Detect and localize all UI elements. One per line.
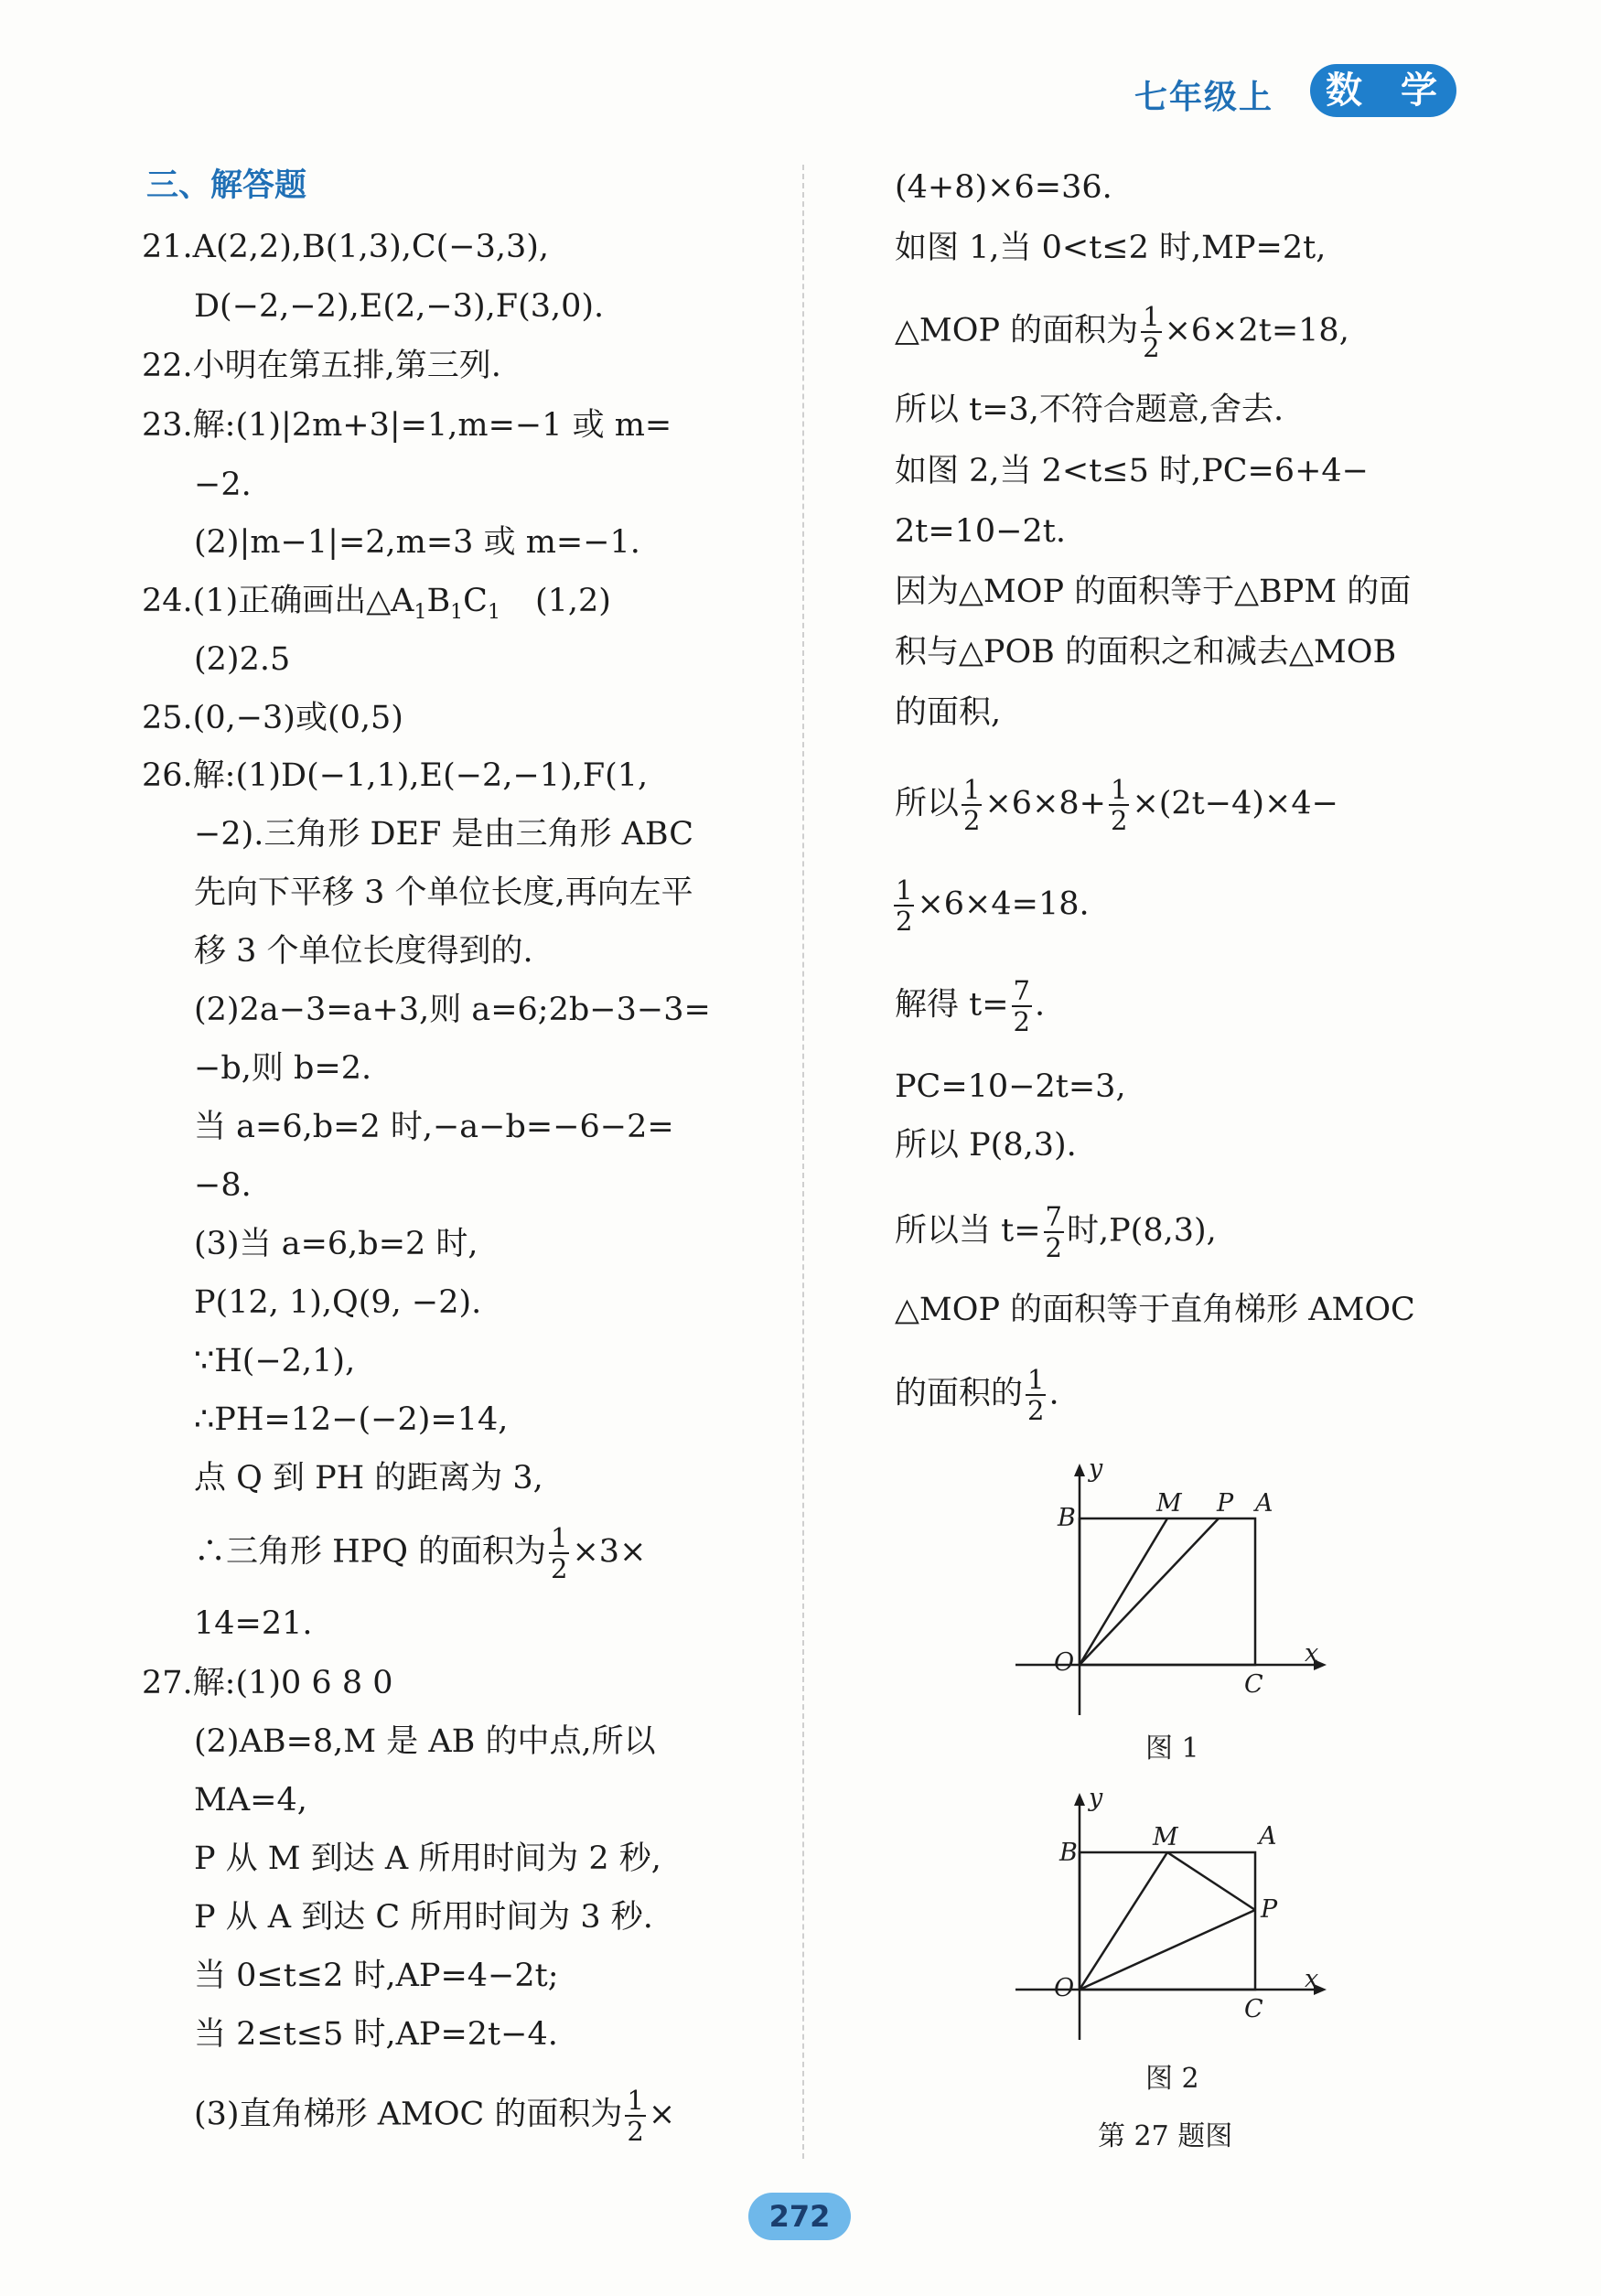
text: (1,2) — [534, 583, 611, 619]
label-C: C — [1244, 1995, 1263, 2023]
segment-OM — [1080, 1518, 1167, 1665]
text: 解得 t= — [895, 986, 1009, 1024]
subscript: 1 — [450, 601, 464, 624]
numerator: 1 — [963, 774, 981, 805]
answer-26-line9: (3)当 a=6,b=2 时, — [194, 1226, 478, 1262]
fraction — [1109, 775, 1129, 835]
text: 24.(1)正确画出△A — [142, 583, 414, 619]
answer-21-line1: 21.A(2,2),B(1,3),C(−3,3), — [142, 229, 550, 265]
text: ×3× — [572, 1533, 647, 1571]
label-y: y — [1089, 1454, 1103, 1483]
answer-26-line2: −2).三角形 DEF 是由三角形 ABC — [194, 816, 694, 853]
text: . — [1034, 986, 1046, 1024]
answer-26-line8: −8. — [194, 1167, 252, 1204]
fraction — [962, 775, 982, 835]
answer-27-line19 — [891, 875, 1090, 936]
denominator: 2 — [896, 906, 913, 937]
label-A: A — [1259, 1822, 1277, 1851]
answer-26-line12: ∴PH=12−(−2)=14, — [194, 1401, 509, 1438]
numerator: 1 — [1143, 301, 1160, 332]
figure-1-caption: 图 1 — [1145, 1733, 1199, 1765]
label-x: x — [1305, 1639, 1319, 1668]
text: × — [648, 2096, 676, 2133]
label-B: B — [1058, 1504, 1076, 1532]
text: . — [1048, 1375, 1059, 1412]
numerator: 1 — [1027, 1364, 1045, 1395]
label-A: A — [1255, 1489, 1273, 1518]
answer-23-line2: −2. — [194, 467, 252, 503]
answer-27-line12: 所以 t=3,不符合题意,舍去. — [895, 392, 1284, 428]
answer-27-line14: 2t=10−2t. — [895, 513, 1066, 550]
column-divider — [802, 165, 804, 2159]
y-axis-arrow — [1074, 1793, 1085, 1806]
answer-23-line1: 23.解:(1)|2m+3|=1,m=−1 或 m= — [142, 407, 672, 444]
denominator: 2 — [551, 1553, 568, 1584]
answer-27-line1: 27.解:(1)0 6 8 0 — [142, 1665, 393, 1701]
subscript: 1 — [487, 601, 500, 624]
figure-1-diagram — [1006, 1454, 1336, 1720]
figures-group-caption: 第 27 题图 — [1098, 2120, 1233, 2152]
fraction — [894, 875, 914, 936]
answer-27-line7: 当 2≤t≤5 时,AP=2t−4. — [194, 2016, 558, 2053]
numerator: 1 — [551, 1522, 568, 1553]
numerator: 7 — [1045, 1201, 1062, 1232]
answer-27-line21: PC=10−2t=3, — [895, 1068, 1126, 1105]
denominator: 2 — [963, 805, 981, 836]
denominator: 2 — [627, 2116, 644, 2147]
answer-27-line4: P 从 M 到达 A 所用时间为 2 秒, — [194, 1840, 661, 1877]
text: 时,P(8,3), — [1066, 1212, 1217, 1250]
answer-27-line9: (4+8)×6=36. — [895, 169, 1112, 206]
text: ×(2t−4)×4− — [1132, 785, 1338, 822]
label-B: B — [1059, 1839, 1078, 1867]
answer-27-line2: (2)AB=8,M 是 AB 的中点,所以 — [194, 1723, 656, 1760]
numerator: 1 — [1110, 774, 1128, 805]
answer-26-line3: 先向下平移 3 个单位长度,再向左平 — [194, 874, 693, 911]
text: ∴三角形 HPQ 的面积为 — [194, 1533, 547, 1571]
answer-27-line18 — [895, 775, 1338, 835]
answer-25: 25.(0,−3)或(0,5) — [142, 700, 403, 736]
answer-26-line5: (2)2a−3=a+3,则 a=6;2b−3−3= — [194, 992, 711, 1028]
answer-27-line24: △MOP 的面积等于直角梯形 AMOC — [895, 1292, 1415, 1328]
answer-27-line22: 所以 P(8,3). — [895, 1127, 1077, 1164]
answer-27-line11 — [895, 302, 1349, 362]
label-O: O — [1054, 1974, 1075, 2002]
answer-27-line10: 如图 1,当 0<t≤2 时,MP=2t, — [895, 230, 1327, 266]
answer-27-line23 — [895, 1202, 1217, 1262]
text: △MOP 的面积为 — [895, 312, 1139, 349]
text: B — [426, 583, 451, 619]
label-P: P — [1261, 1895, 1278, 1924]
fraction — [625, 2086, 645, 2146]
fraction — [1044, 1202, 1064, 1262]
text: ×6×4=18. — [917, 885, 1090, 923]
text: 所以 — [895, 785, 960, 822]
rectangle-BACO — [1080, 1518, 1255, 1665]
subscript: 1 — [414, 601, 427, 624]
answer-27-line3: MA=4, — [194, 1782, 307, 1819]
fraction — [1141, 302, 1161, 362]
answer-24-part2: (2)2.5 — [194, 641, 291, 678]
text: ×6×8+ — [984, 785, 1106, 822]
y-axis-arrow — [1074, 1464, 1085, 1476]
text: ×6×2t=18, — [1164, 312, 1349, 349]
text: C — [463, 583, 488, 619]
answer-27-line8 — [194, 2086, 675, 2146]
answer-26-line15: 14=21. — [194, 1605, 313, 1642]
segment-OP — [1080, 1518, 1219, 1665]
denominator: 2 — [1045, 1232, 1062, 1263]
label-C: C — [1244, 1670, 1263, 1699]
denominator: 2 — [1143, 332, 1160, 363]
answer-27-line15: 因为△MOP 的面积等于△BPM 的面 — [895, 574, 1412, 610]
figure-2-caption: 图 2 — [1145, 2063, 1199, 2095]
label-M: M — [1156, 1489, 1182, 1518]
answer-27-line25 — [895, 1365, 1059, 1425]
label-M: M — [1153, 1823, 1178, 1851]
answer-27-line13: 如图 2,当 2<t≤5 时,PC=6+4− — [895, 453, 1369, 489]
segment-MP — [1167, 1852, 1255, 1910]
fraction — [549, 1523, 569, 1583]
answer-26-line4: 移 3 个单位长度得到的. — [194, 933, 533, 970]
section-title: 三、解答题 — [146, 167, 307, 204]
answer-26-line7: 当 a=6,b=2 时,−a−b=−6−2= — [194, 1109, 674, 1145]
figure-2-diagram — [1006, 1784, 1336, 2049]
text: (3)直角梯形 AMOC 的面积为 — [194, 2096, 623, 2133]
answer-23-part2: (2)|m−1|=2,m=3 或 m=−1. — [194, 524, 640, 561]
denominator: 2 — [1110, 805, 1128, 836]
answer-27-line6: 当 0≤t≤2 时,AP=4−2t; — [194, 1958, 559, 1994]
page-number: 272 — [748, 2193, 851, 2240]
label-P: P — [1217, 1489, 1234, 1518]
numerator: 7 — [1013, 975, 1030, 1006]
answer-26-line6: −b,则 b=2. — [194, 1050, 372, 1087]
header-subject-badge: 数 学 — [1310, 64, 1456, 117]
answer-26-line1: 26.解:(1)D(−1,1),E(−2,−1),F(1, — [142, 757, 649, 794]
numerator: 1 — [627, 2085, 644, 2116]
text: 的面积的 — [895, 1375, 1024, 1412]
fraction — [1012, 976, 1032, 1036]
label-x: x — [1305, 1965, 1319, 1993]
answer-26-line14 — [194, 1523, 646, 1583]
answer-26-line10: P(12, 1),Q(9, −2). — [194, 1284, 482, 1321]
answer-24-part1 — [142, 578, 611, 636]
answer-26-line11: ∵H(−2,1), — [194, 1343, 356, 1379]
numerator: 1 — [896, 874, 913, 906]
answer-27-line5: P 从 A 到达 C 所用时间为 3 秒. — [194, 1899, 653, 1936]
header-grade: 七年级上 — [1134, 78, 1274, 116]
answer-27-line20 — [895, 976, 1045, 1036]
text: 所以当 t= — [895, 1212, 1041, 1250]
answer-27-line17: 的面积, — [895, 694, 1002, 731]
label-O: O — [1054, 1648, 1075, 1677]
denominator: 2 — [1027, 1395, 1045, 1426]
answer-27-line16: 积与△POB 的面积之和减去△MOB — [895, 634, 1397, 671]
answer-21-line2: D(−2,−2),E(2,−3),F(3,0). — [194, 288, 605, 325]
fraction — [1026, 1365, 1046, 1425]
label-y: y — [1089, 1784, 1103, 1812]
denominator: 2 — [1013, 1006, 1030, 1037]
answer-26-line13: 点 Q 到 PH 的距离为 3, — [194, 1460, 543, 1497]
answer-22: 22.小明在第五排,第三列. — [142, 348, 501, 384]
